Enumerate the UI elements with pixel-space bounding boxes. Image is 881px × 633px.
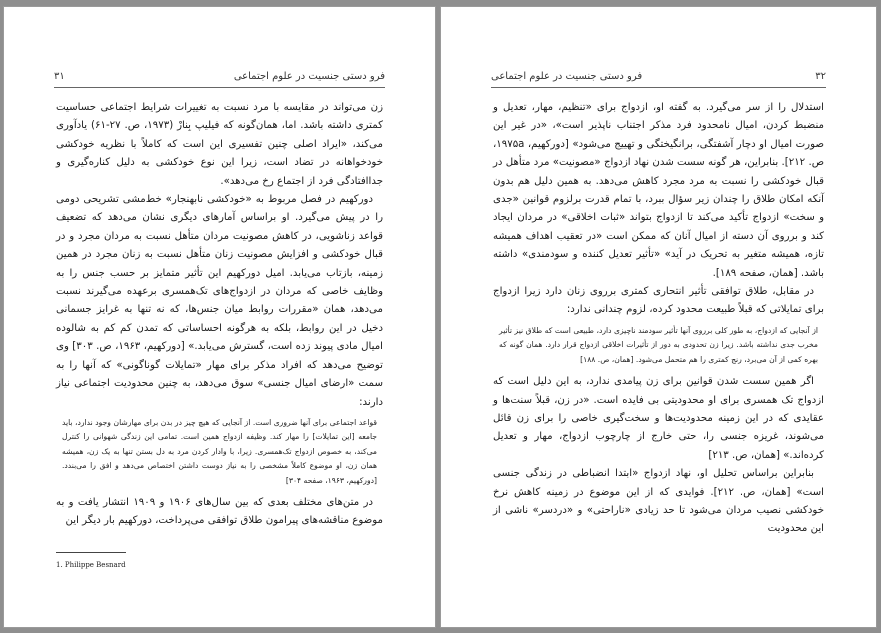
running-title: فرو دستی جنسیت در علوم اجتماعی (233, 71, 385, 82)
paragraph: دورکهیم در فصل مربوط به «خودکشی نابهنجار» خط‌مشی تشریحی دومی را در پیش می‌گیرد. او براساس آمارهای دیگری نشان می‌دهد که تضعیف قواعد زناشویی، در کاهش مصونیت مردان متأهل نسبت به مردان مجرد و در قبال خودکشی و افزایش مصونیت زنان متأهل نسبت به زنان مجرد در همین زمینه، بازتاب می‌یابد. امیل دورکهیم این تأثیر متمایز بر حسب جنس را به وظایف خاصی که مردان در ازدواج‌های تک‌همسری برعهده می‌گیرند نسبت می‌دهد، همان «مقررات روابط میان جنس‌ها، که نه تنها به غرایز جسمانی دخیل در این روابط، بلکه به هرگونه احساساتی که تمدن کم کم به شالوده امیال مادی پیوند زده است، گسترش می‌یابد.» [دورکهیم، ۱۹۶۳، ص. ۳۰۳] وی توضیح می‌دهد که افراد مذکر برای مهار «تمایلات گوناگونی» که آنها را به سمت «ارضای امیال جنسی» سوق می‌دهد، به چنین محدودیت اجتماعی نیاز دارند: (56, 194, 383, 408)
footnote: 1. Philippe Besnard (56, 561, 126, 569)
running-title: فرو دستی جنسیت در علوم اجتماعی (491, 71, 643, 82)
page-number: ۳۱ (54, 71, 65, 82)
footnote-rule (56, 552, 126, 553)
paragraph: استدلال را از سر می‌گیرد. به گفته او، ازدواج برای «تنظیم، مهار، تعدیل و منضبط کردن، امیال نامحدود فرد مذکر اجتناب ناپذیر است»، «در غیر این صورت امیال او دچار آشفتگی، برانگیختگی و تهییج می‌شود» [دورکهیم، ۱۹۷۵a، ص. ۲۱۲]. بنابراین، هر گونه سست شدن نهاد ازدواج «مصونیت» مرد متأهل در قبال خودکشی را نسبت به مرد مجرد کاهش می‌دهد. به همین دلیل هم بدون آنکه امکان طلاق را چندان زیر سؤال ببرد، با تمام قدرت برلزوم قوانین «جدی و سخت» ازدواج تأکید می‌کند تا ازدواج بتواند «ثبات اخلاقی» در مردان ایجاد کند و برروی آن دسته از امیال آنان که ممکن است «در تعقیب اهداف همیشه تازه، همیشه متغیر به تحریک در آید» «تأثیر تعدیل کننده و سودمندی» داشته باشد. [همان، صفحه ۱۸۹]. (493, 102, 825, 279)
left-page-header (54, 71, 385, 85)
header-rule (54, 87, 385, 88)
left-page (3, 6, 436, 628)
paragraph: در متن‌های مختلف بعدی که بین سال‌های ۱۹۰۶ و ۱۹۰۹ انتشار یافت و به موضوع مناقشه‌های پیرامون طلاق توافقی می‌پرداخت، دورکهیم بار دیگر این (56, 496, 383, 527)
right-page (440, 6, 877, 628)
left-body-text (56, 99, 383, 531)
header-rule (491, 87, 826, 88)
paragraph: در مقابل، طلاق توافقی تأثیر انتحاری کمتری برروی زنان دارد زیرا ازدواج برای تمایلاتی که قبلاً طبیعت محدود کرده، لزوم چندانی ندارد: (493, 286, 824, 316)
paragraph: اگر همین سست شدن قوانین برای زن پیامدی ندارد، به این دلیل است که ازدواج تک همسری برای او محدودیتی بی فایده است. «در زن، قبلاً سنت‌ها و عقایدی که در این زمینه محدودیت‌ها و سخت‌گیری خاصی را برای زن قائل می‌شوند، غریزه جنسی را، حتی خارج از چارچوب ازدواج، مهار و تعدیل کرده‌اند.» [همان، ص. ۲۱۳] (493, 376, 824, 461)
right-page-header (491, 71, 826, 85)
paragraph: بنابراین براساس تحلیل او، نهاد ازدواج «ابتدا انضباطی در زندگی جنسی است» [همان، ص. ۲۱۲]. فوایدی که از این موضوع در زمینه کاهش نرخ خودکشی نصیب مردان می‌شود تا حد زیادی «ناراحتی» و «دردسر» ناشی از این محدودیت (493, 468, 824, 535)
right-body-text (493, 99, 824, 539)
paragraph: زن می‌تواند در مقایسه با مرد نسبت به تغییرات شرایط اجتماعی حساسیت کمتری داشته باشد. اما، همان‌گونه که فیلیپ بِنارْ (۱۹۷۳، ص. ۲۷-۶۱) یادآوری می‌کند، «ایراد اصلی چنین تفسیری این است که کاملاً با نظریه خودکشی خودخواهانه در تضاد است، زیرا این نوع خودکشی به دلیل کناره‌گیری و جداافتادگی فرد از اجتماع رخ می‌دهد». (56, 102, 383, 187)
page-number: ۳۲ (815, 71, 826, 82)
block-quote: از آنجایی که ازدواج، به طور کلی برروی آنها تأثیر سودمند ناچیزی دارد، طبیعی است که طلاق نیز تأثیر مخرب جدی نداشته باشد. زیرا زن تحدودی به دور از تأثیرات اخلاقی ازدواج قرار دارد. همان گونه که بهره کمی از آن می‌برد، رنج کمتری را هم متحمل می‌شود. [همان، ص. ۱۸۸] (499, 325, 818, 364)
block-quote: قواعد اجتماعی برای آنها ضروری است. از آنجایی که هیچ چیز در بدن برای مهارشان وجود ندارد، باید جامعه [این تمایلات] را مهار کند. وظیفه ازدواج همین است. تمامی این زندگی شهوانی را کنترل می‌کند، به خصوص ازدواج تک‌همسری. زیرا، با وادار کردن مرد به دل بستن تنها به یک زن، همیشه همان زن، او موضوع کاملاً مشخصی را به نیاز دوست داشتن اختصاص می‌دهد و افق را می‌بندد. [دورکهیم، ۱۹۶۳، صفحه ۳۰۴] (62, 417, 377, 485)
